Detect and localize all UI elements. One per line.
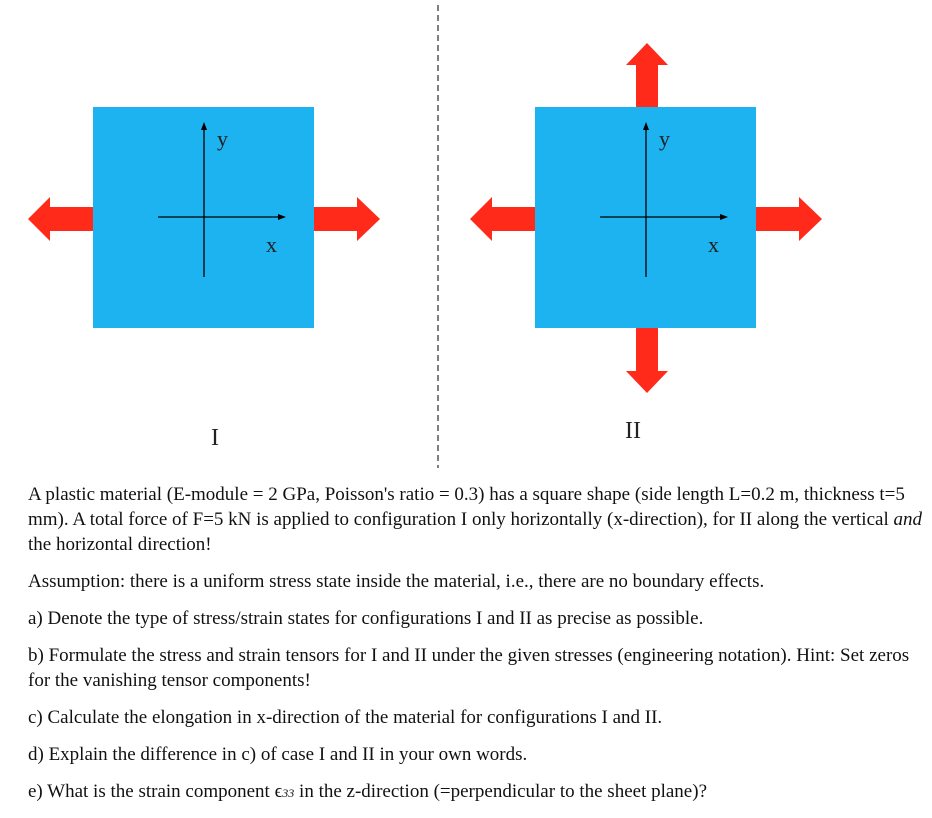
y-axis-label-2: y xyxy=(659,126,670,151)
configuration-1 xyxy=(28,107,380,451)
assumption: Assumption: there is a uniform stress state inside the material, i.e., there are no boundary effects. xyxy=(28,571,765,592)
config-label-2: II xyxy=(625,418,641,444)
configuration-2 xyxy=(470,43,822,444)
question-d: d) Explain the difference in c) of case I and II in your own words. xyxy=(28,744,528,765)
question-c: c) Calculate the elongation in x-direction of the material for configurations I and II. xyxy=(28,707,663,728)
question-b: b) Formulate the stress and strain tensors for I and II under the given stresses (engineering notation). Hint: Set zeros for the vanishing tensor components! xyxy=(28,645,910,691)
arrow-down-2 xyxy=(626,328,668,393)
arrow-left-1 xyxy=(28,197,93,241)
arrow-right-1 xyxy=(314,197,380,241)
arrow-up-2 xyxy=(626,43,668,107)
y-axis-label-1: y xyxy=(217,126,228,151)
problem-intro: A plastic material (E-module = 2 GPa, Poisson's ratio = 0.3) has a square shape (side length L=0.2 m, thickness t=5 mm). A total force of F=5 kN is applied to configuration I only horizontally (x-direction), for II along the vertical and the horizontal direction! xyxy=(28,484,922,555)
question-a: a) Denote the type of stress/strain states for configurations I and II as precise as possible. xyxy=(28,608,704,629)
question-e: e) What is the strain component ϵ33 in the z-direction (=perpendicular to the sheet plane)? xyxy=(28,781,707,802)
config-label-1: I xyxy=(211,425,219,451)
strain-subscript: 33 xyxy=(282,786,295,800)
x-axis-label-2: x xyxy=(708,232,719,257)
problem-text xyxy=(28,482,924,806)
emphasis-and: and xyxy=(893,509,922,530)
arrow-right-2 xyxy=(756,197,822,241)
x-axis-label-1: x xyxy=(266,232,277,257)
strain-symbol: ϵ xyxy=(274,781,283,802)
arrow-left-2 xyxy=(470,197,535,241)
